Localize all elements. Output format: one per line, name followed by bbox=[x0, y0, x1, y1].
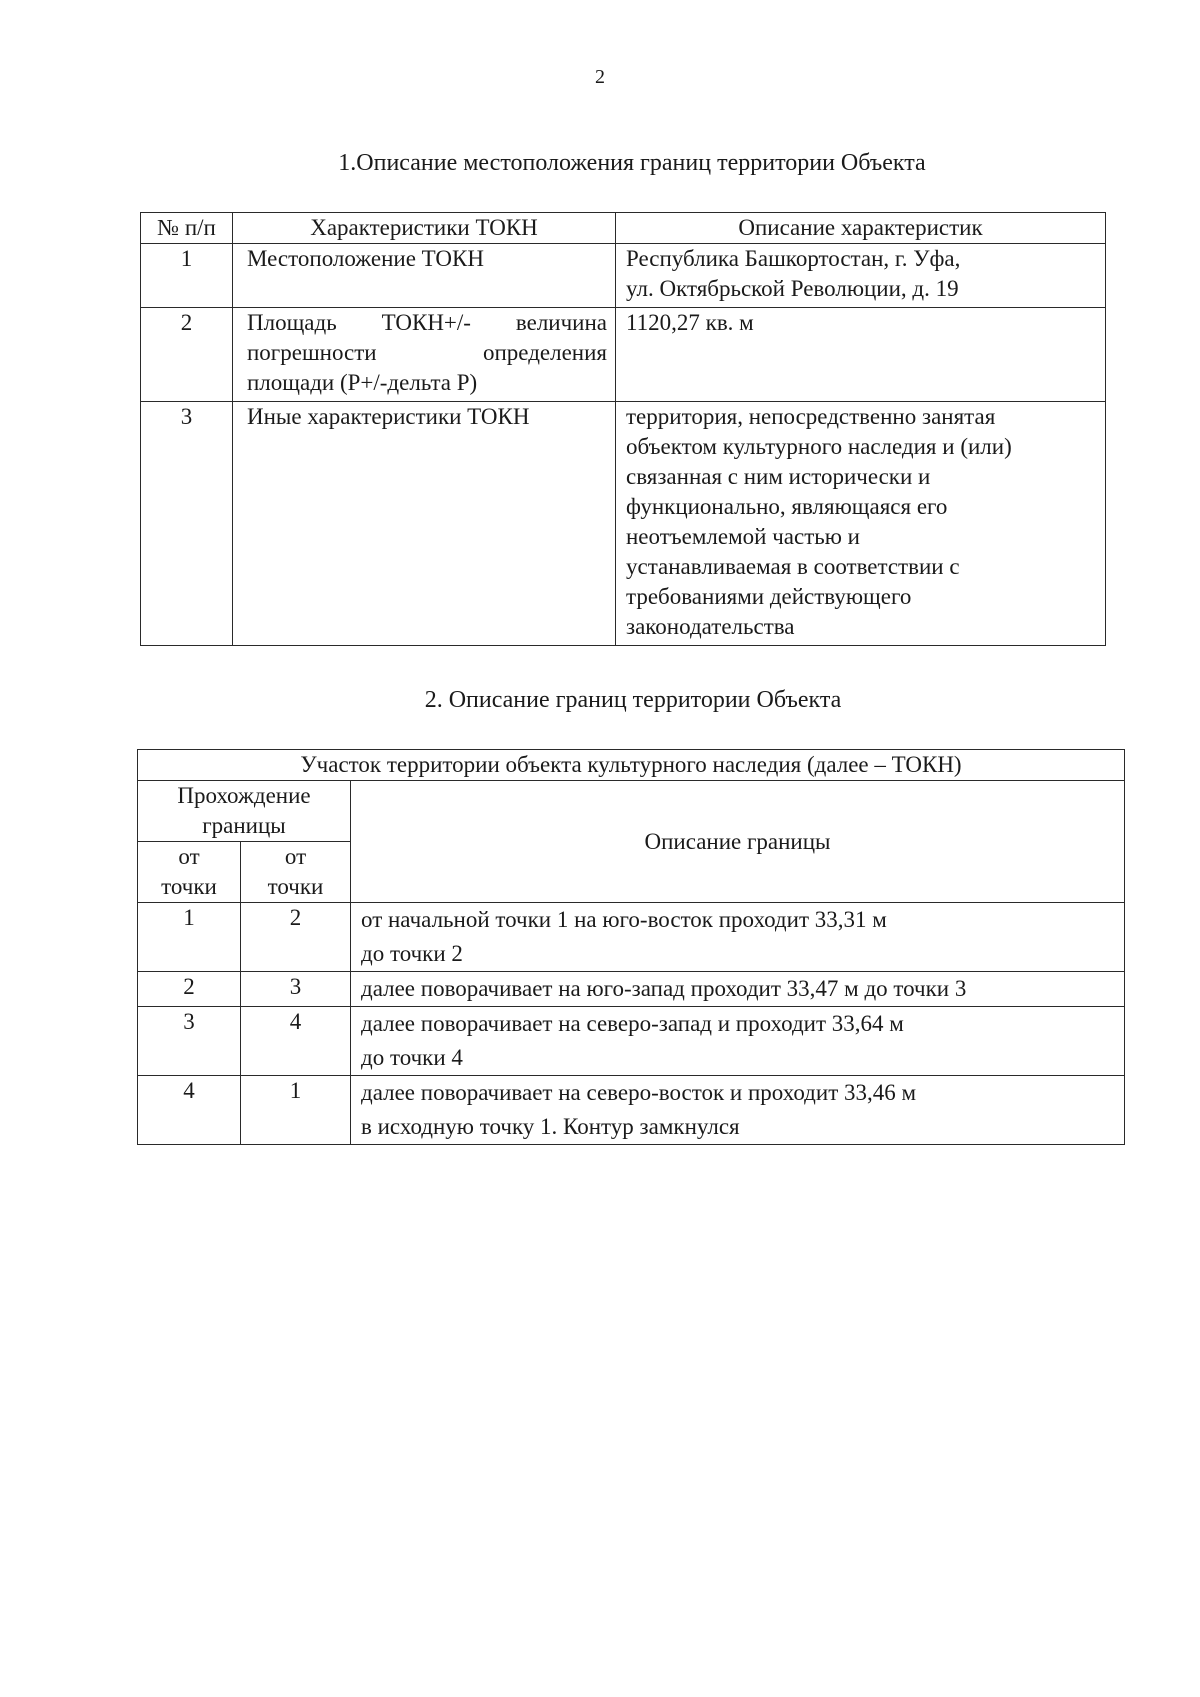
row-description bbox=[351, 972, 1125, 1007]
table-header-row bbox=[141, 213, 1106, 244]
description-line: Республика Башкортостан, г. Уфа, bbox=[626, 246, 961, 271]
header-from-point bbox=[138, 842, 241, 903]
description-line: 1120,27 кв. м bbox=[626, 310, 754, 335]
description-line: объектом культурного наследия и (или) bbox=[626, 434, 1012, 459]
row-from: 1 bbox=[138, 903, 241, 972]
row-from: 3 bbox=[138, 1007, 241, 1076]
description-line: требованиями действующего bbox=[626, 584, 912, 609]
characteristic-line: площади (Р+/-дельта Р) bbox=[247, 370, 478, 395]
description-line: далее поворачивает на северо-восток и проходит 33,46 м bbox=[361, 1080, 917, 1105]
row-description bbox=[351, 1076, 1125, 1145]
header-line: точки bbox=[267, 874, 324, 899]
row-description bbox=[616, 244, 1106, 308]
description-line: неотъемлемой частью и bbox=[626, 524, 860, 549]
row-characteristic: Местоположение ТОКН bbox=[233, 244, 616, 308]
row-from: 2 bbox=[138, 972, 241, 1007]
table-row bbox=[138, 903, 1125, 972]
header-to-point bbox=[241, 842, 351, 903]
description-line: от начальной точки 1 на юго-восток проходит 33,31 м bbox=[361, 907, 887, 932]
section-2-title: 2. Описание границ территории Объекта bbox=[424, 687, 842, 713]
table-row bbox=[138, 1076, 1125, 1145]
table-row bbox=[138, 972, 1125, 1007]
header-boundary-description: Описание границы bbox=[351, 781, 1125, 903]
header-line: Прохождение bbox=[177, 783, 311, 808]
description-line: функционально, являющаяся его bbox=[626, 494, 948, 519]
description-line: территория, непосредственно занятая bbox=[626, 404, 996, 429]
header-boundary-passage bbox=[138, 781, 351, 842]
row-description bbox=[616, 402, 1106, 646]
row-description bbox=[616, 308, 1106, 402]
header-line: от bbox=[284, 844, 307, 869]
table-title: Участок территории объекта культурного наследия (далее – ТОКН) bbox=[138, 750, 1125, 781]
table-row bbox=[141, 244, 1106, 308]
table-title-row bbox=[138, 750, 1125, 781]
description-line: связанная с ним исторически и bbox=[626, 464, 931, 489]
characteristic-line: Площадь ТОКН+/- величина bbox=[247, 310, 607, 335]
table-row bbox=[141, 308, 1106, 402]
description-line: далее поворачивает на северо-запад и проходит 33,64 м bbox=[361, 1011, 904, 1036]
row-description bbox=[351, 1007, 1125, 1076]
row-characteristic: Иные характеристики ТОКН bbox=[233, 402, 616, 646]
description-line: до точки 2 bbox=[361, 941, 463, 966]
characteristic-line: погрешности определения bbox=[247, 340, 607, 365]
row-to: 2 bbox=[241, 903, 351, 972]
page-number: 2 bbox=[595, 66, 605, 88]
row-to: 3 bbox=[241, 972, 351, 1007]
description-line: далее поворачивает на юго-запад проходит 33,47 м до точки 3 bbox=[361, 976, 967, 1001]
row-number: 1 bbox=[141, 244, 233, 308]
row-number: 2 bbox=[141, 308, 233, 402]
header-line: границы bbox=[202, 813, 286, 838]
description-line: законодательства bbox=[626, 614, 795, 639]
row-to: 1 bbox=[241, 1076, 351, 1145]
boundary-description-table bbox=[137, 749, 1125, 1145]
description-line: ул. Октябрьской Революции, д. 19 bbox=[626, 276, 959, 301]
table-row bbox=[138, 1007, 1125, 1076]
description-line: до точки 4 bbox=[361, 1045, 463, 1070]
row-characteristic bbox=[233, 308, 616, 402]
row-from: 4 bbox=[138, 1076, 241, 1145]
header-characteristics: Характеристики ТОКН bbox=[233, 213, 616, 244]
header-line: точки bbox=[161, 874, 217, 899]
header-description: Описание характеристик bbox=[616, 213, 1106, 244]
table-header-row bbox=[138, 781, 1125, 842]
location-characteristics-table bbox=[140, 212, 1106, 646]
table-row bbox=[141, 402, 1106, 646]
header-number: № п/п bbox=[141, 213, 233, 244]
row-to: 4 bbox=[241, 1007, 351, 1076]
description-line: устанавливаемая в соответствии с bbox=[626, 554, 960, 579]
header-line: от bbox=[178, 844, 200, 869]
description-line: в исходную точку 1. Контур замкнулся bbox=[361, 1114, 740, 1139]
section-1-title: 1.Описание местоположения границ территории Объекта bbox=[338, 150, 926, 176]
row-number: 3 bbox=[141, 402, 233, 646]
row-description bbox=[351, 903, 1125, 972]
